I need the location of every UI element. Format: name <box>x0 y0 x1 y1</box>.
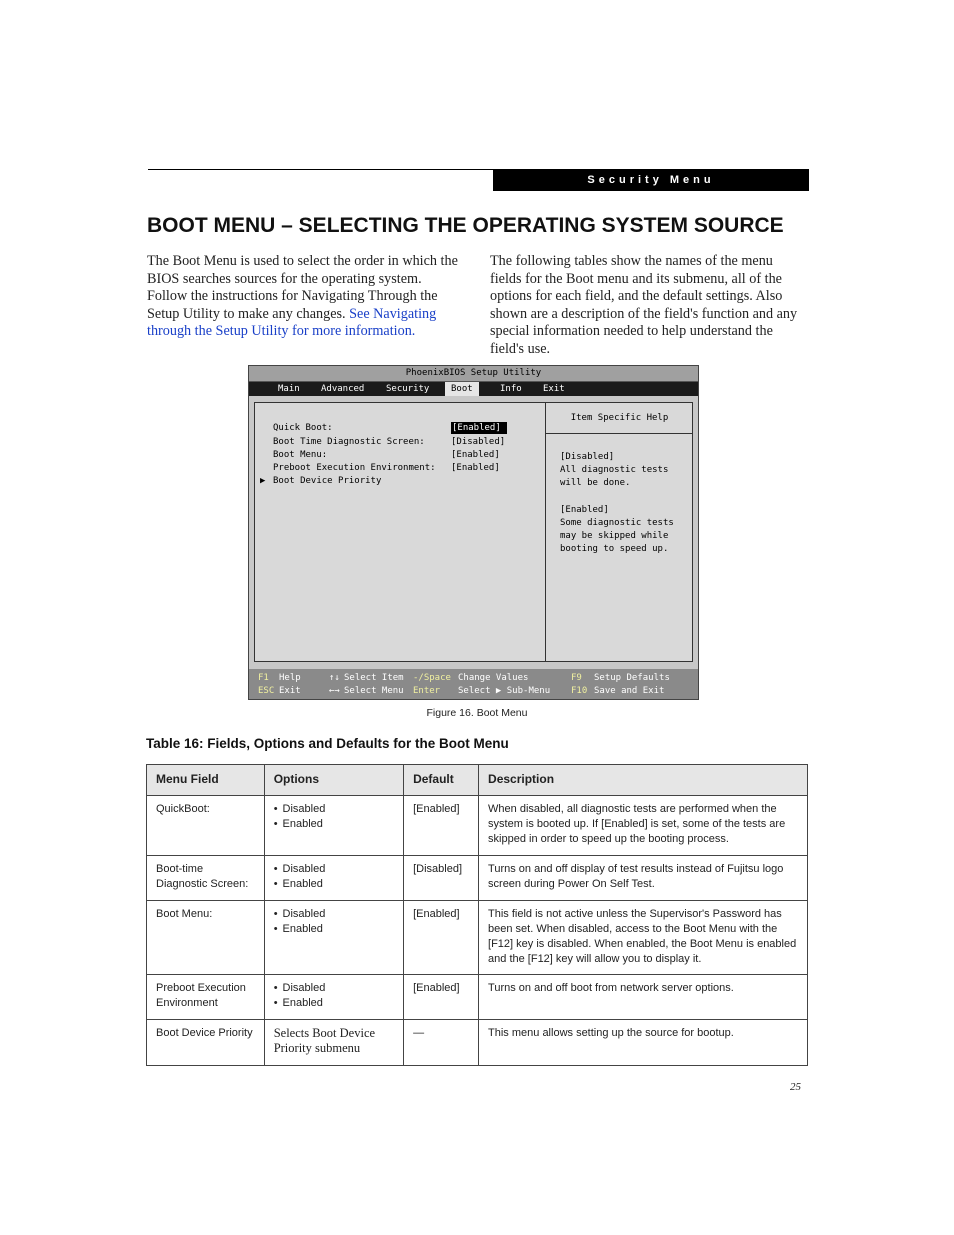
bios-menu-info[interactable]: Info <box>500 384 522 394</box>
cell-options <box>264 856 403 901</box>
key-help-label: Help <box>279 673 301 683</box>
key-select-menu-label: Select Menu <box>344 686 404 696</box>
option-item: • Enabled <box>274 877 394 892</box>
bios-menu-security[interactable]: Security <box>386 384 430 394</box>
key-exit-label: Exit <box>279 686 301 696</box>
submenu-arrow-icon: ▶ <box>260 476 266 486</box>
option-item: • Enabled <box>274 996 394 1011</box>
help-line: booting to speed up. <box>560 544 669 554</box>
key-f10: F10 <box>571 686 588 696</box>
header-rule <box>148 169 493 170</box>
cell-default: [Enabled] <box>404 796 479 856</box>
bios-help-title: Item Specific Help <box>546 403 693 434</box>
help-line: [Disabled] <box>560 452 615 462</box>
cell-options: Selects Boot Device Priority submenu <box>264 1020 403 1066</box>
table-caption: Table 16: Fields, Options and Defaults for the Boot Menu <box>146 736 509 751</box>
bios-item-pxe[interactable]: Preboot Execution Environment: <box>273 463 436 473</box>
table-row <box>147 901 808 975</box>
arrows-up-down-icon: ↑↓ <box>329 673 340 683</box>
intro-left <box>147 253 465 341</box>
bios-item-list <box>255 403 545 661</box>
key-select-item-label: Select Item <box>344 673 404 683</box>
option-item: • Disabled <box>274 862 394 877</box>
cell-field: QuickBoot: <box>147 796 265 856</box>
cell-description: Turns on and off display of test results instead of Fujitsu logo screen during Power On Self Test. <box>479 856 808 901</box>
page-number: 25 <box>790 1081 801 1093</box>
col-default: Default <box>404 765 479 796</box>
cell-field: Boot Menu: <box>147 901 265 975</box>
boot-menu-table <box>146 764 808 1066</box>
table-header-row <box>147 765 808 796</box>
option-item: • Disabled <box>274 981 394 996</box>
cell-field: Boot Device Priority <box>147 1020 265 1066</box>
bios-menu-advanced[interactable]: Advanced <box>321 384 365 394</box>
table-row <box>147 796 808 856</box>
bios-item-quick-boot[interactable]: Quick Boot: <box>273 423 333 433</box>
help-line: All diagnostic tests <box>560 465 669 475</box>
cell-options <box>264 796 403 856</box>
bios-screenshot <box>248 365 699 700</box>
table-row <box>147 975 808 1020</box>
key-f1: F1 <box>258 673 269 683</box>
bios-footer <box>249 669 698 699</box>
key-save-exit-label: Save and Exit <box>594 686 665 696</box>
help-line: will be done. <box>560 478 631 488</box>
cell-default: [Enabled] <box>404 901 479 975</box>
help-line: may be skipped while <box>560 531 669 541</box>
intro-right: The following tables show the names of the menu fields for the Boot menu and its submenu, all of the options for each field, and the default settings. Also shown are a description of the field's function and any special information needed to help understand the field's use. <box>490 253 798 357</box>
key-enter: Enter <box>413 686 441 696</box>
cell-options <box>264 975 403 1020</box>
option-item: • Enabled <box>274 817 394 832</box>
key-setup-defaults-label: Setup Defaults <box>594 673 670 683</box>
cell-options <box>264 901 403 975</box>
intro-left-text: The Boot Menu is used to select the order in which the BIOS searches sources for the operating system. Follow the instructions for Navigating Through the Setup Utility to make any changes. <box>147 253 458 322</box>
arrows-left-right-icon: ←→ <box>329 686 340 696</box>
cell-description: This menu allows setting up the source for bootup. <box>479 1020 808 1066</box>
bios-item-boot-menu[interactable]: Boot Menu: <box>273 450 328 460</box>
cell-default: [Disabled] <box>404 856 479 901</box>
table-row <box>147 1020 808 1066</box>
bios-menu-main[interactable]: Main <box>278 384 300 394</box>
bios-body <box>254 402 693 662</box>
navigation-link[interactable]: See Navigating through the Setup Utility for more information. <box>147 305 437 340</box>
bios-item-boot-device-priority[interactable]: Boot Device Priority <box>273 476 382 486</box>
key-f9: F9 <box>571 673 582 683</box>
bios-item-diag-screen[interactable]: Boot Time Diagnostic Screen: <box>273 437 425 447</box>
cell-field: Boot-time Diagnostic Screen: <box>147 856 265 901</box>
option-item: • Enabled <box>274 922 394 937</box>
cell-field: Preboot Execution Environment <box>147 975 265 1020</box>
cell-default: — <box>404 1020 479 1066</box>
table-row <box>147 856 808 901</box>
bios-value-pxe[interactable]: [Enabled] <box>451 463 500 473</box>
key-select-submenu-label: Select ▶ Sub-Menu <box>458 686 551 696</box>
bios-value-quick-boot[interactable]: [Enabled] <box>451 422 507 434</box>
col-menu-field: Menu Field <box>147 765 265 796</box>
figure-caption: Figure 16. Boot Menu <box>426 707 528 719</box>
bios-menubar <box>249 382 698 396</box>
col-description: Description <box>479 765 808 796</box>
section-header: Security Menu <box>493 169 809 191</box>
bios-value-boot-menu[interactable]: [Enabled] <box>451 450 500 460</box>
bios-value-diag-screen[interactable]: [Disabled] <box>451 437 506 447</box>
bios-menu-boot[interactable]: Boot <box>445 382 479 396</box>
help-line: [Enabled] <box>560 505 609 515</box>
bios-menu-exit[interactable]: Exit <box>543 384 565 394</box>
key-minus-space: -/Space <box>413 673 451 683</box>
option-item: • Disabled <box>274 907 394 922</box>
cell-default: [Enabled] <box>404 975 479 1020</box>
cell-description: When disabled, all diagnostic tests are performed when the system is booted up. If [Enabled] is set, some of the tests are skipped in order to speed up the booting process. <box>479 796 808 856</box>
option-item: • Disabled <box>274 802 394 817</box>
cell-description: This field is not active unless the Supervisor's Password has been set. When disabled, access to the Boot Menu with the [F12] key is disabled. When enabled, the Boot Menu is enabled and the [F12] key will allow you to display it. <box>479 901 808 975</box>
col-options: Options <box>264 765 403 796</box>
help-line: Some diagnostic tests <box>560 518 674 528</box>
key-esc: ESC <box>258 686 275 696</box>
bios-help-panel <box>545 403 693 661</box>
bios-title: PhoenixBIOS Setup Utility <box>249 366 698 382</box>
page-title: BOOT MENU – SELECTING THE OPERATING SYSTEM SOURCE <box>147 214 784 237</box>
cell-description: Turns on and off boot from network server options. <box>479 975 808 1020</box>
key-change-values-label: Change Values <box>458 673 529 683</box>
